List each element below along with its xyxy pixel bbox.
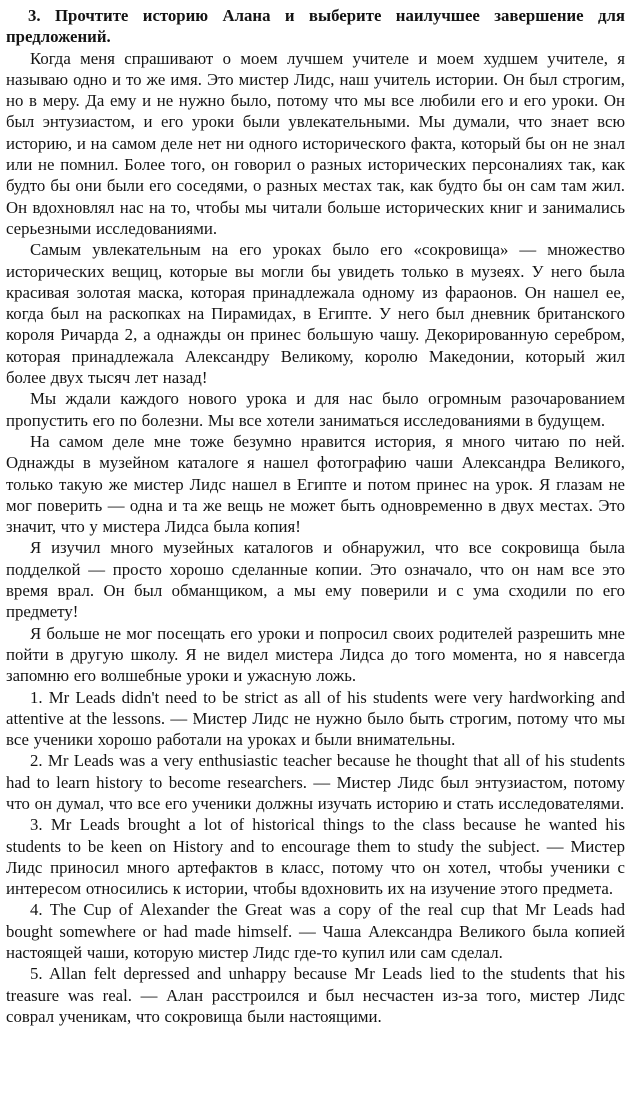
answer-option-4: 4. The Cup of Alexander the Great was a copy of the real cup that Mr Leads had bought somewhere or had made himself. — Чаша Александра Великого была копией настоящей чаши, которую мистер Лидс где-то купил или сам сделал. [6,900,625,963]
answer-option-1: 1. Mr Leads didn't need to be strict as all of his students were very hardworking and attentive at the lessons. — Мистер Лидс не нужно было быть строгим, потому что мы все ученики хорошо работали на уроках и были внимательны. [6,687,625,750]
task-title: 3. Прочтите историю Алана и выберите наилучшее завершение для предложений. [6,6,625,47]
story-paragraph-1: Когда меня спрашивают о моем лучшем учителе и моем худшем учителе, я называю одно и то же имя. Это мистер Лидс, наш учитель истории. Он был строгим, но в меру. Да ему и не нужно было, потому что мы все любили его и его уроки. Он был энтузиастом, и его уроки были увлекательными. Мы думали, что знает всю историю, и на самом деле нет ни одного исторического факта, который бы он не знал или не помнил. Более того, он говорил о разных исторических персоналиях так, как будто бы они были его соседями, о разных местах так, как будто бы он сам там жил. Он вдохновлял нас на то, чтобы мы читали больше исторических книг и занимались серьезными исследованиями. [6,48,625,238]
story-paragraph-2: Самым увлекательным на его уроках было его «сокровища» — множество исторических вещиц, которые вы могли бы увидеть только в музеях. У него была красивая золотая маска, которая принадлежала одному из фараонов. Он нашел ее, когда был на раскопках на Пирамидах, в Египте. У него был дневник британского короля Ричарда 2, а однажды он принес большую чашу. Декорированную серебром, которая принадлежала Александру Великому, королю Македонии, который жил более двух тысяч лет назад! [6,240,625,388]
story-paragraph-4: На самом деле мне тоже безумно нравится история, я много читаю по ней. Однажды в музейном каталоге я нашел фотографию чаши Александра Великого, только такую же мистер Лидс нашел в Египте и потом принес на урок. Я глазам не мог поверить — одна и та же вещь не может быть одновременно в двух местах. Это значит, что у мистера Лидса была копия! [6,431,625,537]
answer-options [6,687,625,1028]
answer-option-2: 2. Mr Leads was a very enthusiastic teacher because he thought that all of his students had to learn history to become researchers. — Мистер Лидс был энтузиастом, потому что он думал, что все его ученики должны изучать историю и стать исследователями. [6,751,625,813]
story-text [6,48,625,687]
answer-option-5: 5. Allan felt depressed and unhappy because Mr Leads lied to the students that his treasure was real. — Алан расстроился и был несчастен из-за того, мистер Лидс соврал ученикам, что сокровища были настоящими. [6,964,625,1026]
story-paragraph-3: Мы ждали каждого нового урока и для нас было огромным разочарованием пропустить его по болезни. Мы все хотели заниматься исследованиями в будущем. [6,389,625,430]
answer-option-3: 3. Mr Leads brought a lot of historical things to the class because he wanted his students to be keen on History and to encourage them to study the subject. — Мистер Лидс приносил много артефактов в класс, потому что он хотел, чтобы ученики с интересом относились к истории, чтобы вдохновить их на изучение этого предмета. [6,815,625,899]
story-paragraph-5: Я изучил много музейных каталогов и обнаружил, что все сокровища была подделкой — просто хорошо сделанные копии. Это означало, что он нам все это время врал. Он был обманщиком, а мы ему поверили и с ума сходили по его предмету! [6,538,625,622]
story-paragraph-6: Я больше не мог посещать его уроки и попросил своих родителей разрешить мне пойти в другую школу. Я не видел мистера Лидса до того момента, но я навсегда запомню его волшебные уроки и ужасную ложь. [6,623,625,686]
